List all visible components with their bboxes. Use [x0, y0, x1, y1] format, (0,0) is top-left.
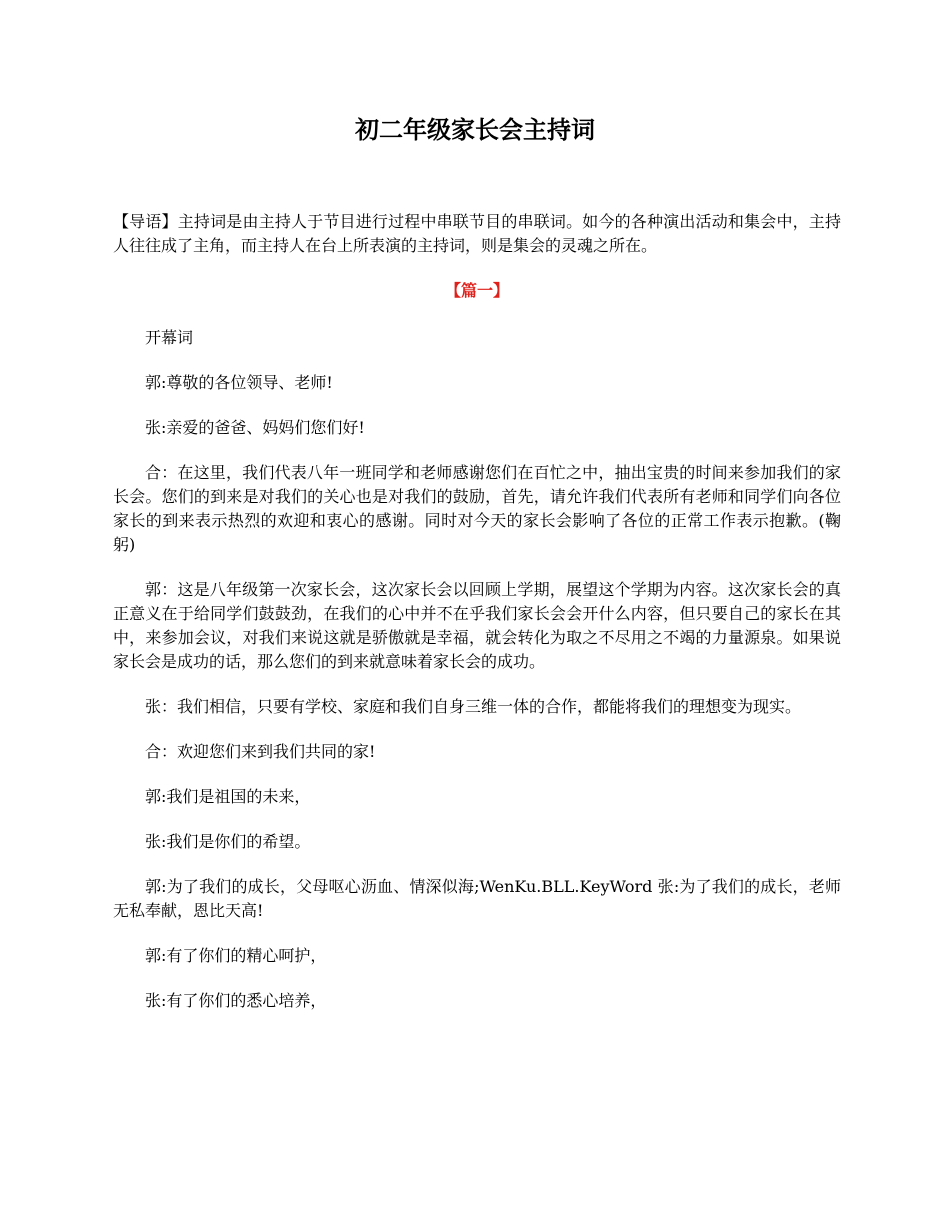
paragraph: 张:有了你们的悉心培养， [145, 991, 327, 1010]
paragraph: 张:亲爱的爸爸、妈妈们您们好! [145, 418, 365, 437]
document-body [113, 210, 841, 1034]
paragraph: 郭:为了我们的成长，父母呕心沥血、情深似海;WenKu.BLL.KeyWord 张:为了我们的成长，老师无私奉献，恩比天高! [113, 877, 841, 920]
paragraph: 郭:有了你们的精心呵护， [145, 946, 327, 965]
paragraph: 郭:我们是祖国的未来， [145, 787, 311, 806]
paragraph: 合：在这里，我们代表八年一班同学和老师感谢您们在百忙之中，抽出宝贵的时间来参加我们的家长会。您们的到来是对我们的关心也是对我们的鼓励，首先，请允许我们代表所有老师和同学们向各位家长的到来表示热烈的欢迎和衷心的感谢。同时对今天的家长会影响了各位的正常工作表示抱歉。(鞠躬) [113, 463, 841, 554]
paragraph: 开幕词 [145, 328, 194, 347]
paragraph: 郭:尊敬的各位领导、老师! [145, 373, 333, 392]
paragraph: 张：我们相信，只要有学校、家庭和我们自身三维一体的合作，都能将我们的理想变为现实。 [145, 697, 802, 716]
section-heading: 【篇一】 [444, 281, 509, 300]
document-title: 初二年级家长会主持词 [355, 115, 595, 144]
paragraph: 张:我们是你们的希望。 [145, 832, 311, 851]
intro-paragraph: 【导语】主持词是由主持人于节目进行过程中串联节目的串联词。如今的各种演出活动和集会中，主持人往往成了主角，而主持人在台上所表演的主持词，则是集会的灵魂之所在。 [113, 212, 841, 255]
paragraph: 合：欢迎您们来到我们共同的家! [145, 742, 376, 761]
paragraph: 郭：这是八年级第一次家长会，这次家长会以回顾上学期，展望这个学期为内容。这次家长会的真正意义在于给同学们鼓鼓劲，在我们的心中并不在乎我们家长会会开什么内容，但只要自己的家长在其中，来参加会议，对我们来说这就是骄傲就是幸福，就会转化为取之不尽用之不竭的力量源泉。如果说家长会是成功的话，那么您们的到来就意味着家长会的成功。 [113, 580, 841, 671]
